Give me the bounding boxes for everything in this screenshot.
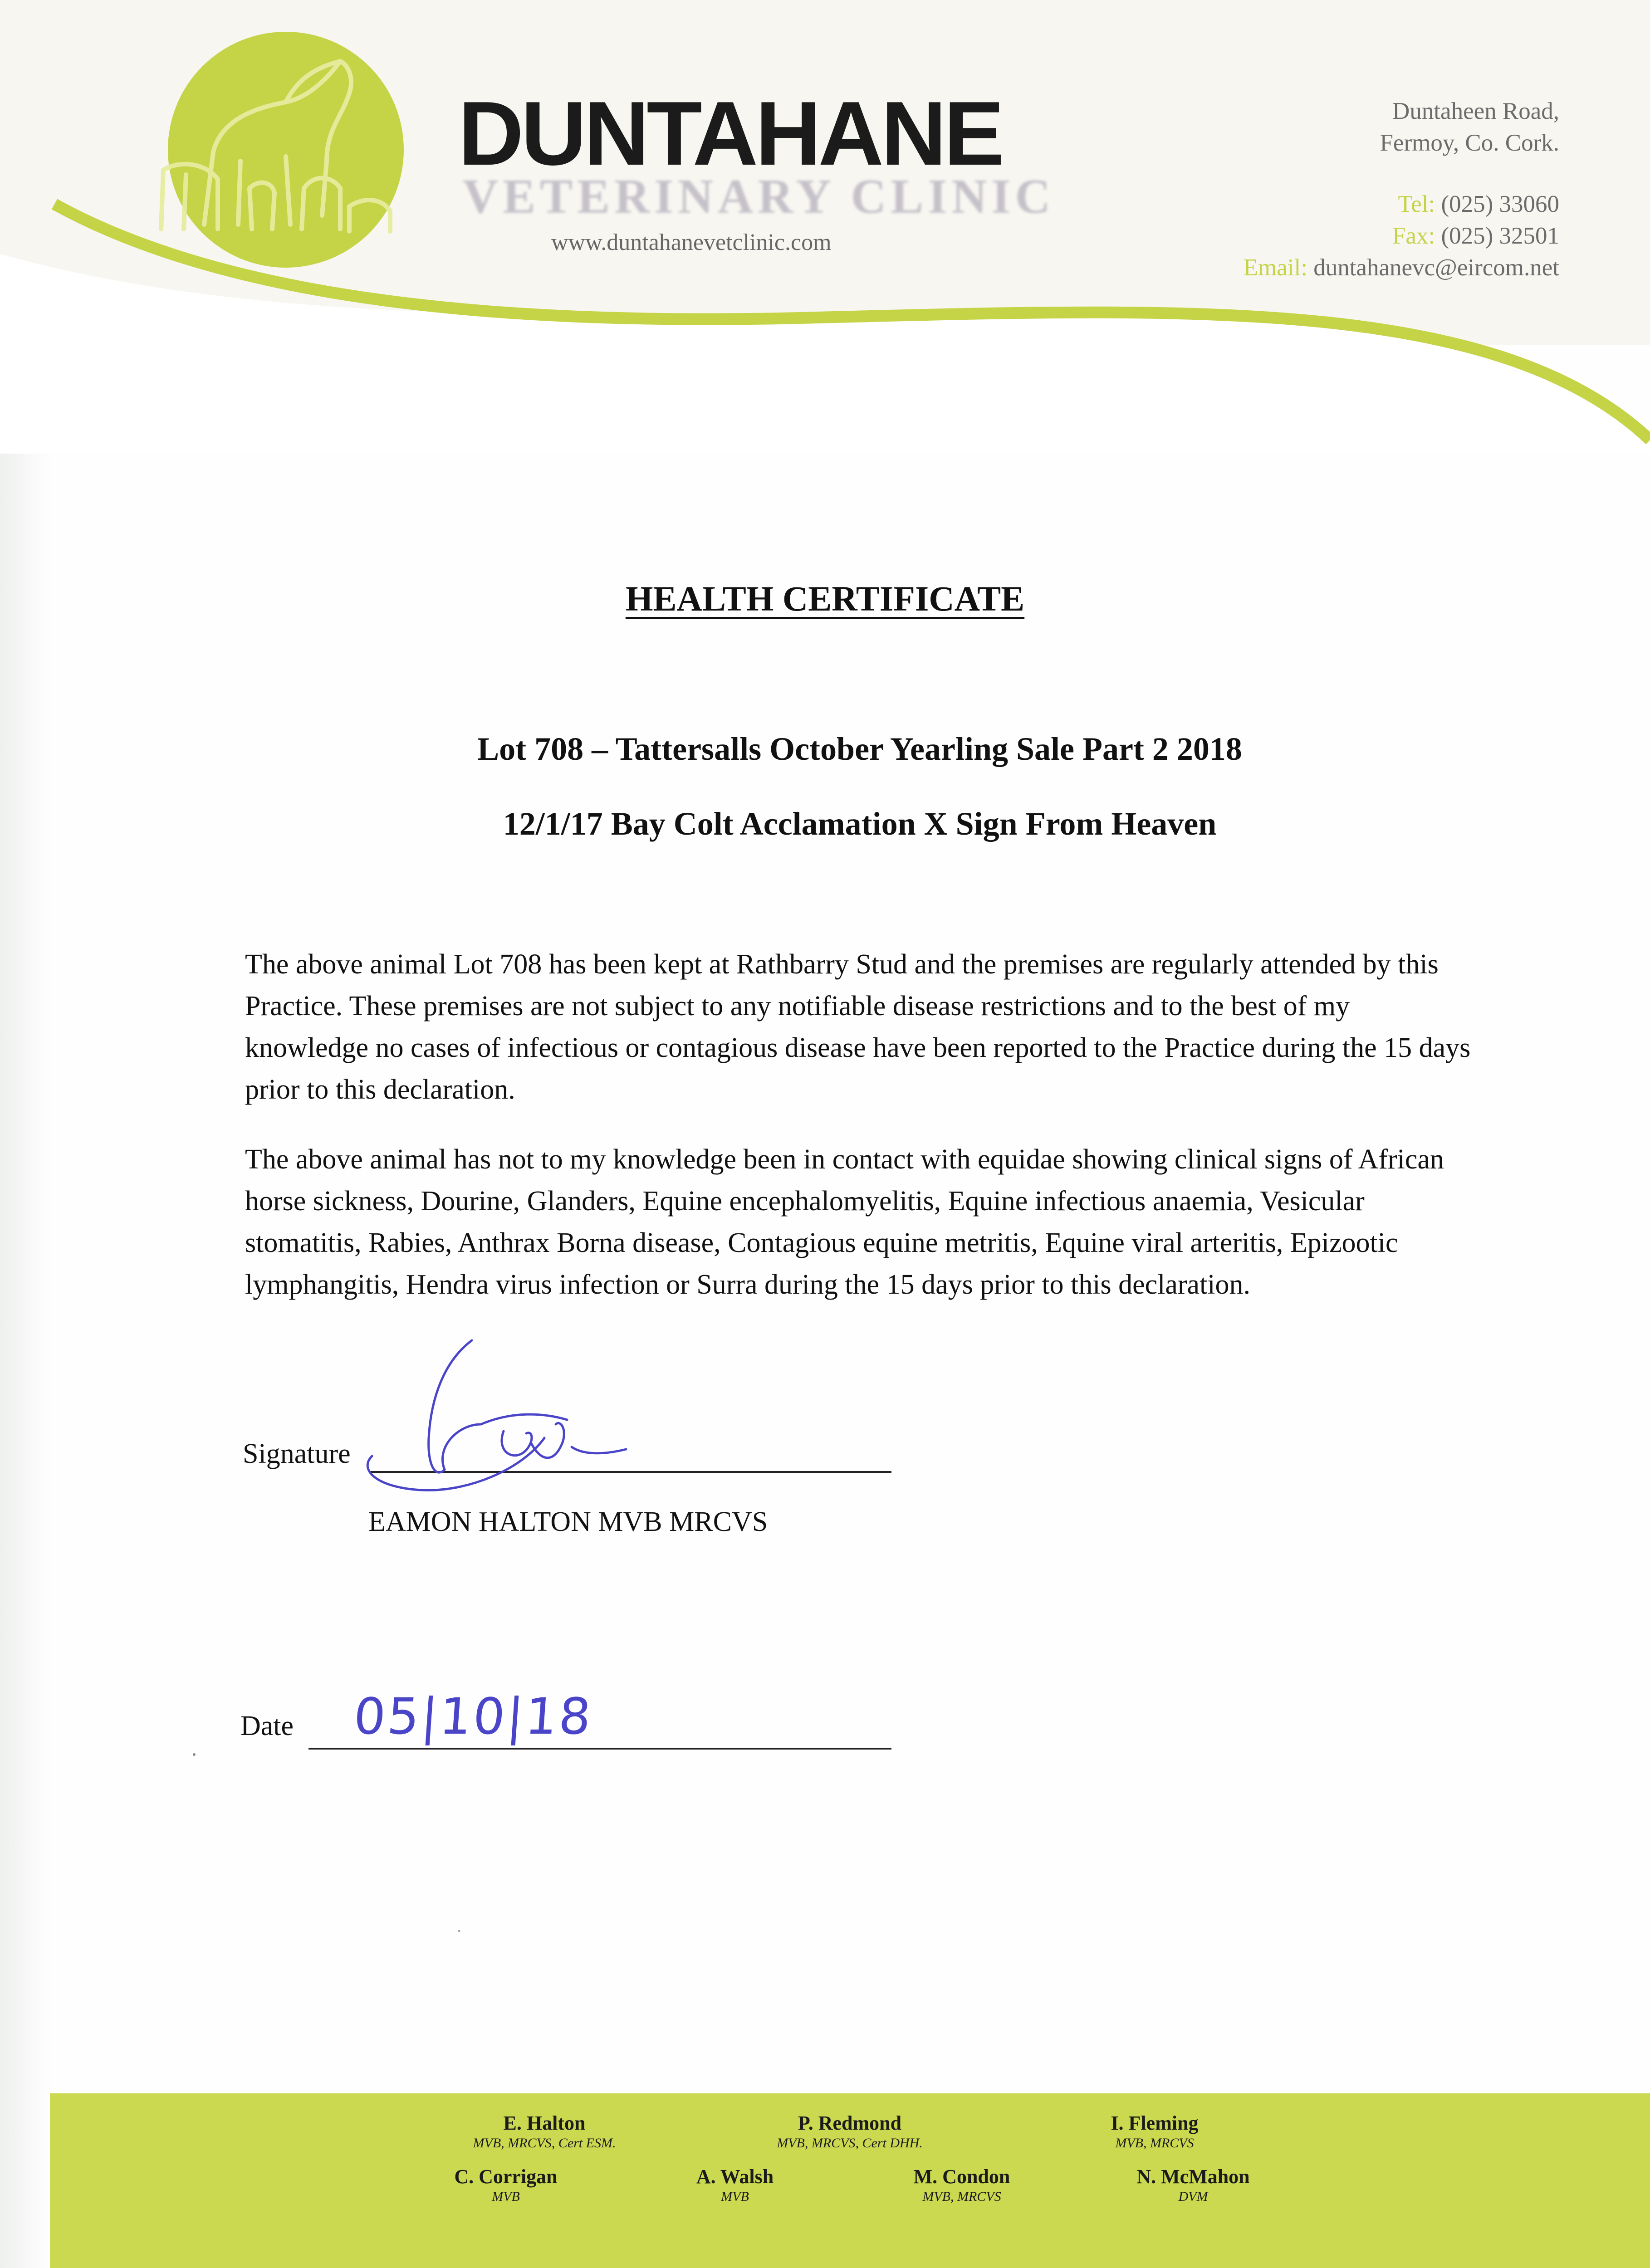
scan-speck — [193, 1753, 196, 1756]
staff-name: N. McMahon — [1136, 2165, 1250, 2188]
address-line1: Duntaheen Road, — [1392, 98, 1559, 124]
address-line2: Fermoy, Co. Cork. — [1380, 130, 1559, 156]
email-line — [1060, 252, 1559, 284]
signature-label: Signature — [243, 1438, 351, 1469]
fax-line — [1060, 220, 1559, 252]
body-paragraph-1: The above animal Lot 708 has been kept at Rathbarry Stud and the premises are regularly attended by this Practice. These premises are not subject to any notifiable disease restrictions and to the best of my knowledge no cases of infectious or contagious disease have been reported to the Practice during the 15 days prior to this declaration. — [245, 949, 1471, 1105]
date-label: Date — [240, 1711, 294, 1741]
handwritten-date: 05|10|18 — [352, 1687, 595, 1745]
tel-line — [1060, 188, 1559, 220]
staff-name: E. Halton — [503, 2112, 586, 2134]
staff-name: C. Corrigan — [454, 2165, 558, 2188]
staff-quals: MVB, MRCVS, Cert DHH. — [777, 2136, 923, 2151]
staff-name: A. Walsh — [696, 2165, 774, 2188]
lot-subtitle: Lot 708 – Tattersalls October Yearling Sale Part 2 2018 — [477, 731, 1242, 767]
signatory-name: EAMON HALTON MVB MRCVS — [368, 1506, 768, 1537]
certificate-title: HEALTH CERTIFICATE — [625, 579, 1025, 618]
staff-name: P. Redmond — [798, 2112, 902, 2134]
email-value[interactable]: duntahanevc@eircom.net — [1313, 254, 1559, 281]
brand-subtitle: VETERINARY CLINIC — [463, 170, 1055, 224]
staff-quals: MVB, MRCVS — [1115, 2136, 1194, 2151]
handwritten-signature — [331, 1334, 640, 1506]
staff-quals: MVB, MRCVS — [922, 2189, 1001, 2204]
tel-value: (025) 33060 — [1441, 191, 1559, 217]
staff-entry — [714, 2112, 986, 2151]
website-link[interactable]: www.duntahanevetclinic.com — [551, 230, 832, 255]
staff-quals: DVM — [1178, 2189, 1208, 2204]
staff-quals: MVB — [721, 2189, 749, 2204]
tel-label: Tel: — [1398, 191, 1435, 217]
fax-value: (025) 32501 — [1441, 223, 1559, 249]
scan-speck — [458, 1930, 460, 1932]
staff-quals: MVB, MRCVS, Cert ESM. — [473, 2136, 616, 2151]
contact-block — [1060, 95, 1559, 284]
clinic-logo-icon — [136, 25, 426, 279]
brand-name: DUNTAHANE — [458, 83, 1002, 184]
fax-label: Fax: — [1392, 223, 1435, 249]
staff-entry — [408, 2112, 681, 2151]
staff-name: I. Fleming — [1111, 2112, 1199, 2134]
horse-subtitle: 12/1/17 Bay Colt Acclamation X Sign From Heaven — [503, 806, 1217, 842]
staff-quals: MVB — [492, 2189, 520, 2204]
staff-entry — [1057, 2165, 1329, 2205]
date-line — [308, 1748, 891, 1750]
staff-entry — [1018, 2112, 1291, 2151]
body-paragraph-2: The above animal has not to my knowledge been in contact with equidae showing clinical signs of African horse sickness, Dourine, Glanders, Equine encephalomyelitis, Equine infectious anaemia, Vesicular stomatitis, Rabies, Anthrax Borna disease, Contagious equine metritis, Equine viral arteritis, Epizootic lymphangitis, Hendra virus infection or Surra during the 15 days prior to this declaration. — [245, 1144, 1444, 1300]
staff-name: M. Condon — [913, 2165, 1010, 2188]
email-label: Email: — [1243, 254, 1307, 281]
